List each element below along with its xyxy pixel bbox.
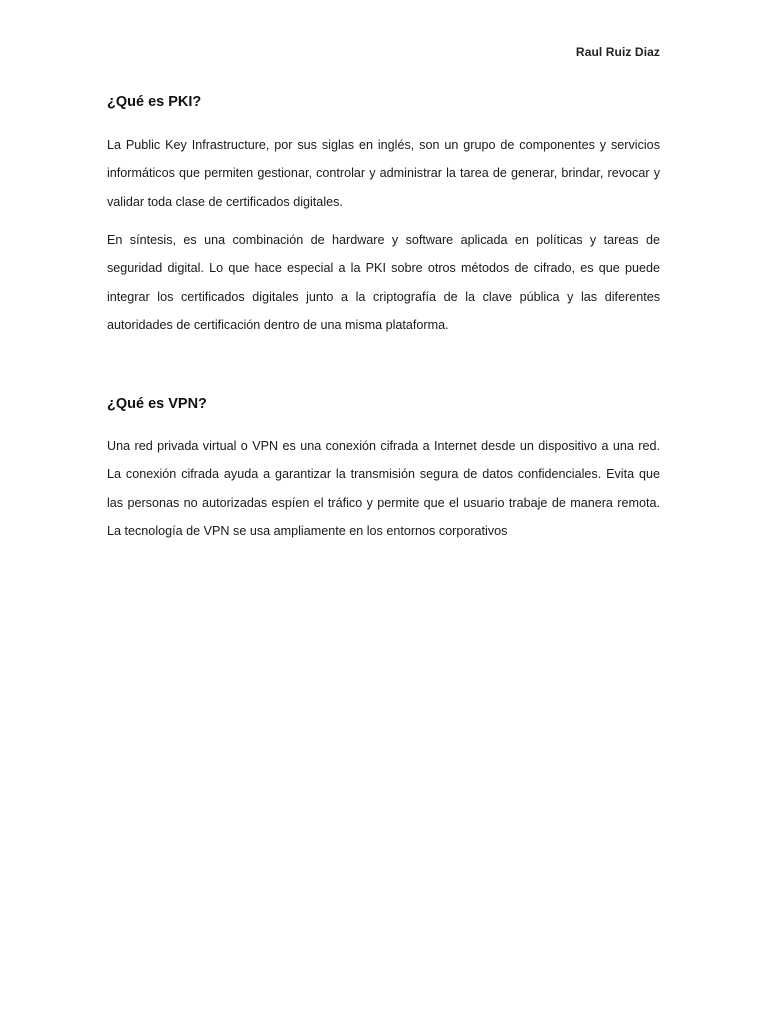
paragraph-vpn-definition: Una red privada virtual o VPN es una conexión cifrada a Internet desde un dispositivo a una red. La conexión cifrada ayuda a garantizar la transmisión segura de datos confidenciales. Evita que las personas no autorizadas espíen el tráfico y permite que el usuario trabaje de manera remota. La tecnología de VPN se usa ampliamente en los entornos corporativos	[107, 439, 660, 539]
paragraph-pki-summary: En síntesis, es una combinación de hardware y software aplicada en políticas y tareas de seguridad digital. Lo que hace especial a la PKI sobre otros métodos de cifrado, es que puede integrar los certificados digitales junto a la criptografía de la clave pública y las diferentes autoridades de certificación dentro de una misma plataforma.	[107, 233, 660, 333]
section-title-vpn: ¿Qué es VPN?	[107, 396, 207, 412]
paragraph-pki-definition: La Public Key Infrastructure, por sus siglas en inglés, son un grupo de componentes y servicios informáticos que permiten gestionar, controlar y administrar la tarea de generar, brindar, revocar y validar toda clase de certificados digitales.	[107, 138, 660, 209]
section-title-pki: ¿Qué es PKI?	[107, 94, 202, 110]
author-name: Raul Ruiz Diaz	[575, 45, 660, 59]
